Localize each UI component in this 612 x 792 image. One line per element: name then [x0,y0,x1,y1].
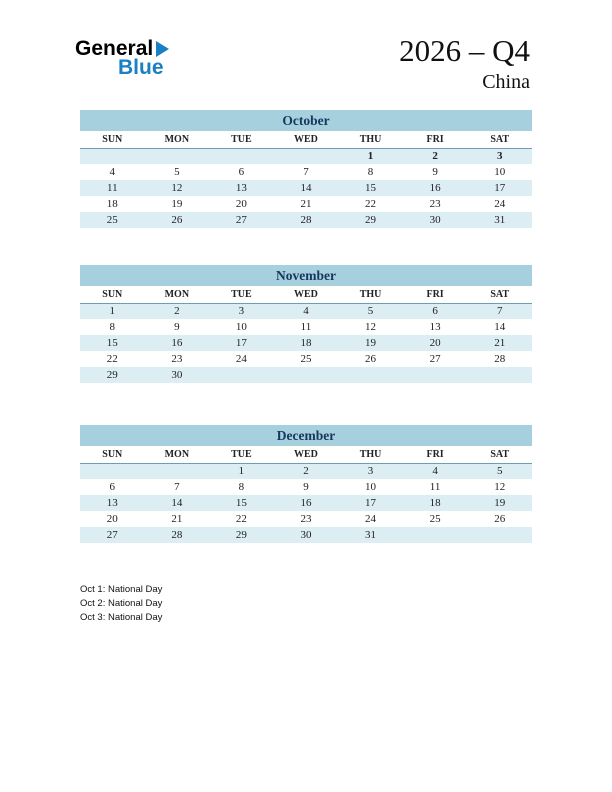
day-cell: 20 [235,198,247,210]
general-blue-logo [75,38,169,78]
month-title: December [80,425,532,446]
day-cell: 13 [80,495,145,511]
day-cell: 30 [145,367,210,383]
legend-line: Oct 3: National Day [80,612,163,623]
month-title: October [80,110,532,131]
day-cell: 8 [238,481,245,493]
day-cell: 3 [467,148,532,164]
day-cell: 18 [106,198,118,210]
weekday-header: SAT [467,286,532,303]
day-cell: 29 [209,527,274,543]
page-subtitle: China [482,71,530,94]
day-cell: 25 [300,353,312,365]
day-cell: 17 [338,495,403,511]
logo-word-general: General [75,37,154,60]
day-cell: 18 [403,495,468,511]
day-cell: 20 [106,513,118,525]
day-cell: 9 [174,321,180,333]
day-cell: 5 [338,303,403,319]
week-row [80,463,532,479]
weekday-header: SUN [80,131,145,148]
day-cell: 16 [403,180,468,196]
day-cell: 30 [403,212,468,228]
weekday-header: MON [145,446,210,463]
day-cell: 27 [80,527,145,543]
day-cell: 19 [171,198,183,210]
day-cell: 28 [494,353,506,365]
day-cell: 2 [274,463,339,479]
weekday-header: TUE [209,446,274,463]
day-cell: 15 [209,495,274,511]
weekday-header: MON [145,286,210,303]
day-cell: 11 [80,180,145,196]
month-grid [80,286,532,383]
day-cell: 13 [209,180,274,196]
month-calendar-december [80,425,532,543]
day-cell: 5 [467,463,532,479]
week-row [80,367,532,383]
day-cell: 23 [429,198,441,210]
day-cell: 17 [209,335,274,351]
day-cell: 26 [365,353,377,365]
week-row [80,479,532,495]
empty-day-cell [338,367,403,383]
day-cell: 23 [171,353,183,365]
day-cell: 15 [338,180,403,196]
day-cell: 11 [429,481,441,493]
day-cell: 24 [494,198,506,210]
day-cell: 17 [467,180,532,196]
week-row [80,335,532,351]
day-cell: 15 [80,335,145,351]
day-cell: 26 [145,212,210,228]
day-cell: 31 [338,527,403,543]
legend-line: Oct 1: National Day [80,584,163,595]
day-cell: 31 [467,212,532,228]
day-cell: 2 [145,303,210,319]
weekday-header: FRI [403,131,468,148]
day-cell: 21 [467,335,532,351]
empty-day-cell [467,527,532,543]
logo-word-blue: Blue [118,56,164,79]
empty-day-cell [209,148,274,164]
day-cell: 8 [367,166,374,178]
month-calendar-october [80,110,532,228]
day-cell: 10 [365,481,377,493]
day-cell: 7 [467,303,532,319]
empty-day-cell [80,148,145,164]
day-cell: 22 [235,513,247,525]
empty-day-cell [209,367,274,383]
weekday-header: SAT [467,131,532,148]
day-cell: 29 [80,367,145,383]
day-cell: 12 [365,321,377,333]
day-cell: 6 [403,303,468,319]
day-cell: 10 [494,166,506,178]
week-row [80,212,532,228]
day-cell: 12 [145,180,210,196]
day-cell: 18 [274,335,339,351]
day-cell: 28 [145,527,210,543]
day-cell: 1 [338,148,403,164]
week-row [80,351,532,367]
day-cell: 7 [303,166,309,178]
day-cell: 29 [338,212,403,228]
day-cell: 4 [403,463,468,479]
day-cell: 11 [300,321,312,333]
day-cell: 9 [432,166,438,178]
day-cell: 30 [274,527,339,543]
day-cell: 9 [303,481,309,493]
week-row [80,164,532,180]
weekday-header: THU [338,131,403,148]
week-row [80,319,532,335]
day-cell: 12 [494,481,506,493]
day-cell: 4 [109,166,116,178]
week-row [80,196,532,212]
day-cell: 19 [467,495,532,511]
day-cell: 25 [429,513,441,525]
day-cell: 23 [300,513,312,525]
month-grid [80,131,532,228]
day-cell: 7 [174,481,180,493]
day-cell: 5 [174,166,180,178]
weekday-header: SUN [80,446,145,463]
weekday-header: WED [274,286,339,303]
day-cell: 20 [403,335,468,351]
weekday-header: TUE [209,131,274,148]
month-grid [80,446,532,543]
day-cell: 14 [274,180,339,196]
day-cell: 21 [171,513,183,525]
empty-day-cell [145,463,210,479]
day-cell: 27 [429,353,441,365]
day-cell: 6 [238,166,245,178]
day-cell: 14 [145,495,210,511]
week-row [80,511,532,527]
day-cell: 21 [300,198,312,210]
week-row [80,148,532,164]
week-row [80,495,532,511]
day-cell: 14 [494,321,506,333]
day-cell: 2 [403,148,468,164]
day-cell: 22 [365,198,377,210]
day-cell: 25 [80,212,145,228]
weekday-header: WED [274,131,339,148]
day-cell: 16 [145,335,210,351]
empty-day-cell [467,367,532,383]
day-cell: 13 [429,321,441,333]
day-cell: 28 [274,212,339,228]
day-cell: 3 [209,303,274,319]
day-cell: 10 [235,321,247,333]
weekday-header: SUN [80,286,145,303]
week-row [80,180,532,196]
day-cell: 26 [494,513,506,525]
weekday-header: THU [338,446,403,463]
day-cell: 16 [274,495,339,511]
weekday-header: THU [338,286,403,303]
day-cell: 4 [274,303,339,319]
empty-day-cell [403,367,468,383]
legend-line: Oct 2: National Day [80,598,163,609]
week-row [80,303,532,319]
day-cell: 8 [109,321,116,333]
month-title: November [80,265,532,286]
weekday-header: FRI [403,286,468,303]
day-cell: 22 [106,353,118,365]
title-block [399,34,530,94]
empty-day-cell [274,367,339,383]
empty-day-cell [145,148,210,164]
month-calendar-november [80,265,532,383]
weekday-header: TUE [209,286,274,303]
empty-day-cell [403,527,468,543]
weekday-header: MON [145,131,210,148]
day-cell: 24 [235,353,247,365]
day-cell: 3 [338,463,403,479]
empty-day-cell [80,463,145,479]
logo-triangle-icon [156,41,169,57]
day-cell: 27 [209,212,274,228]
day-cell: 1 [80,303,145,319]
weekday-header: FRI [403,446,468,463]
day-cell: 24 [365,513,377,525]
holiday-legend [80,583,162,625]
day-cell: 1 [209,463,274,479]
week-row [80,527,532,543]
day-cell: 6 [109,481,116,493]
weekday-header: WED [274,446,339,463]
weekday-header: SAT [467,446,532,463]
empty-day-cell [274,148,339,164]
day-cell: 19 [338,335,403,351]
page-title: 2026 – Q4 [399,33,530,68]
